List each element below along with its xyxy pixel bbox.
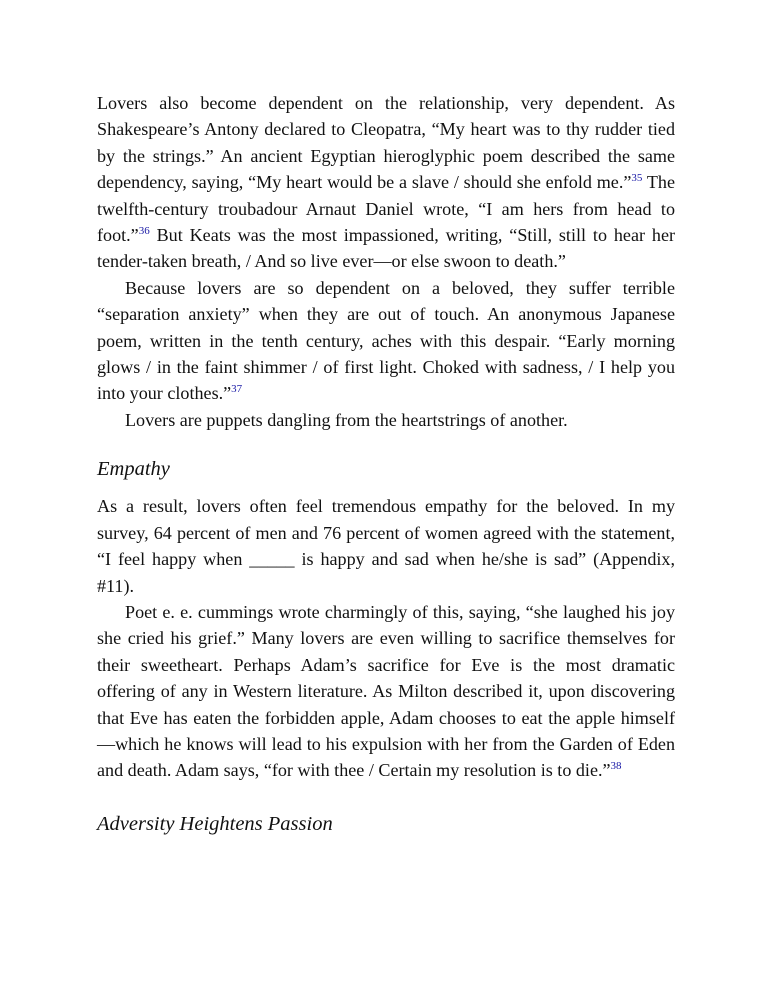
paragraph-cummings-milton <box>97 599 675 784</box>
paragraph-text: Poet e. e. cummings wrote charmingly of this, saying, “she laughed his joy she cried his grief.” Many lovers are even willing to sacrifice themselves for their sweetheart. Perhaps Adam’s sacrifice for Eve is the most dramatic offering of any in Western literature. As Milton described it, upon discovering that Eve has eaten the forbidden apple, Adam chooses to eat the apple himself—which he knows will lead to his expulsion with her from the Garden of Eden and death. Adam says, “for with thee / Certain my resolution is to die.” <box>97 601 675 781</box>
paragraph-text: As a result, lovers often feel tremendous empathy for the beloved. In my survey, 64 percent of men and 76 percent of women agreed with the statement, “I feel happy when _____ is happy and sad when he/she is sad” (Appendix, #11). <box>97 496 675 596</box>
footnote-link-37[interactable]: 37 <box>231 383 243 396</box>
page-content <box>97 90 675 838</box>
paragraph-puppets <box>97 407 675 433</box>
paragraph-text: Lovers also become dependent on the relationship, very dependent. As Shakespeare’s Antony declared to Cleopatra, “My heart was to thy rudder tied by the strings.” An ancient Egyptian hieroglyphic poem described the same dependency, saying, “My heart would be a slave / should she enfold me.” <box>97 93 675 193</box>
paragraph-text: Because lovers are so dependent on a beloved, they suffer terrible “separation anxiety” when they are out of touch. An anonymous Japanese poem, written in the tenth century, aches with this despair. “Early morning glows / in the faint shimmer / of first light. Choked with sadness, / I help you into your clothes.” <box>97 277 675 404</box>
paragraph-empathy-survey <box>97 493 675 599</box>
paragraph-text: Lovers are puppets dangling from the heartstrings of another. <box>125 409 568 430</box>
paragraph-separation-anxiety <box>97 275 675 407</box>
section-heading-empathy: Empathy <box>97 458 170 481</box>
footnote-link-35[interactable]: 35 <box>631 172 643 185</box>
paragraph-dependency <box>97 90 675 275</box>
paragraph-text: But Keats was the most impassioned, writing, “Still, still to hear her tender-taken breath, / And so live ever—or else swoon to death.” <box>97 225 675 272</box>
footnote-link-36[interactable]: 36 <box>138 225 150 238</box>
paragraph-text: The twelfth-century troubadour Arnaut Daniel wrote, “I am hers from head to foot.” <box>97 172 676 246</box>
section-heading-adversity: Adversity Heightens Passion <box>97 812 333 835</box>
footnote-link-38[interactable]: 38 <box>610 760 622 773</box>
